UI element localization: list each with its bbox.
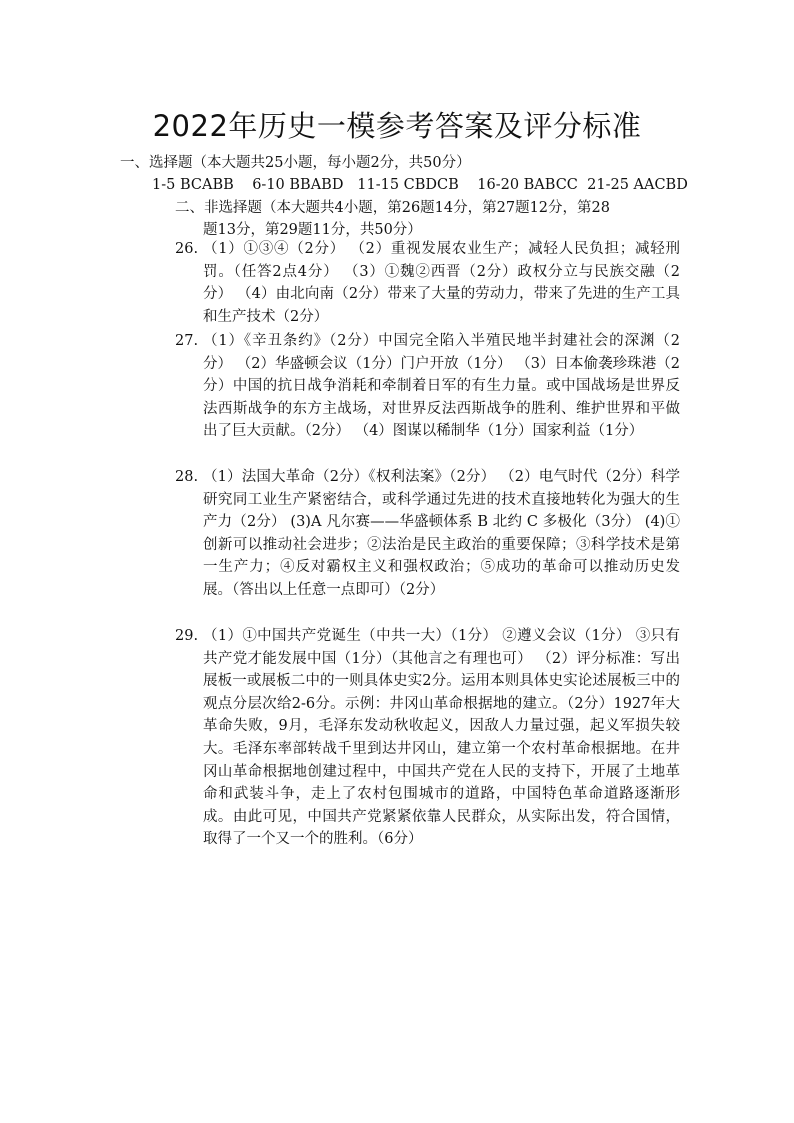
answer-text: （1）①③④（2分） （2）重视发展农业生产；减轻人民负担；减轻刑罚。（任答2点4分） （3）①魏②西晋（2分）政权分立与民族交融（2分） （4）由北向南（2分）带来了大量的劳动力，带来了先进的生产工具和生产技术（2分）	[203, 241, 680, 325]
page-title: 2022年历史一模参考答案及评分标准	[152, 109, 642, 143]
answer-q26	[175, 238, 680, 328]
answer-q28	[175, 466, 680, 602]
section-2-heading	[175, 198, 675, 241]
question-number: 27.	[175, 333, 199, 349]
answer-q29	[175, 625, 680, 851]
answer-q27	[175, 330, 680, 443]
section-1-heading: 一、选择题（本大题共25小题，每小题2分，共50分）	[120, 155, 471, 171]
answer-text: （1）《辛丑条约》（2分）中国完全陷入半殖民地半封建社会的深渊（2分） （2）华盛顿会议（1分）门户开放（1分） （3）日本偷袭珍珠港（2分）中国的抗日战争消耗和牵制着日军的有生力量。或中国战场是世界反法西斯战争的东方主战场，对世界反法西斯战争的胜利、维护世界和平做出了巨大贡献。（2分） （4）图谋以稀制华（1分）国家利益（1分）	[203, 333, 680, 440]
question-number: 29.	[175, 628, 199, 644]
multiple-choice-answers: 1-5 BCABB 6-10 BBABD 11-15 CBDCB 16-20 BABCC 21-25 AACBD	[152, 177, 688, 193]
answer-text: （1）法国大革命（2分）《权利法案》（2分） （2）电气时代（2分）科学研究同工业生产紧密结合，或科学通过先进的技术直接地转化为强大的生产力（2分） (3)A 凡尔赛——华盛顿体系 B 北约 C 多极化（3分） (4)①创新可以推动社会进步；②法治是民主政治的重要保障；③科学技术是第一生产力；④反对霸权主义和强权政治；⑤成功的革命可以推动历史发展。（答出以上任意一点即可）（2分）	[203, 469, 680, 598]
answer-text: （1）①中国共产党诞生（中共一大）（1分） ②遵义会议（1分） ③只有共产党才能发展中国（1分）（其他言之有理也可） （2）评分标准：写出展板一或展板二中的一则具体史实2分。运用本则具体史实论述展板三中的观点分层次给2-6分。示例：井冈山革命根据地的建立。（2分）1927年大革命失败，9月，毛泽东发动秋收起义，因敌人力量过强，起义军损失较大。毛泽东率部转战千里到达井冈山，建立第一个农村革命根据地。在井冈山革命根据地创建过程中，中国共产党在人民的支持下，开展了土地革命和武装斗争，走上了农村包围城市的道路，中国特色革命道路逐渐形成。由此可见，中国共产党紧紧依靠人民群众，从实际出发，符合国情，取得了一个又一个的胜利。（6分）	[203, 628, 680, 848]
question-number: 26.	[175, 241, 199, 257]
question-number: 28.	[175, 469, 199, 485]
section-2-heading-line1: 二、非选择题（本大题共4小题，第26题14分，第27题12分，第28	[175, 200, 610, 216]
section-2-heading-line2: 题13分，第29题11分，共50分）	[203, 221, 422, 238]
